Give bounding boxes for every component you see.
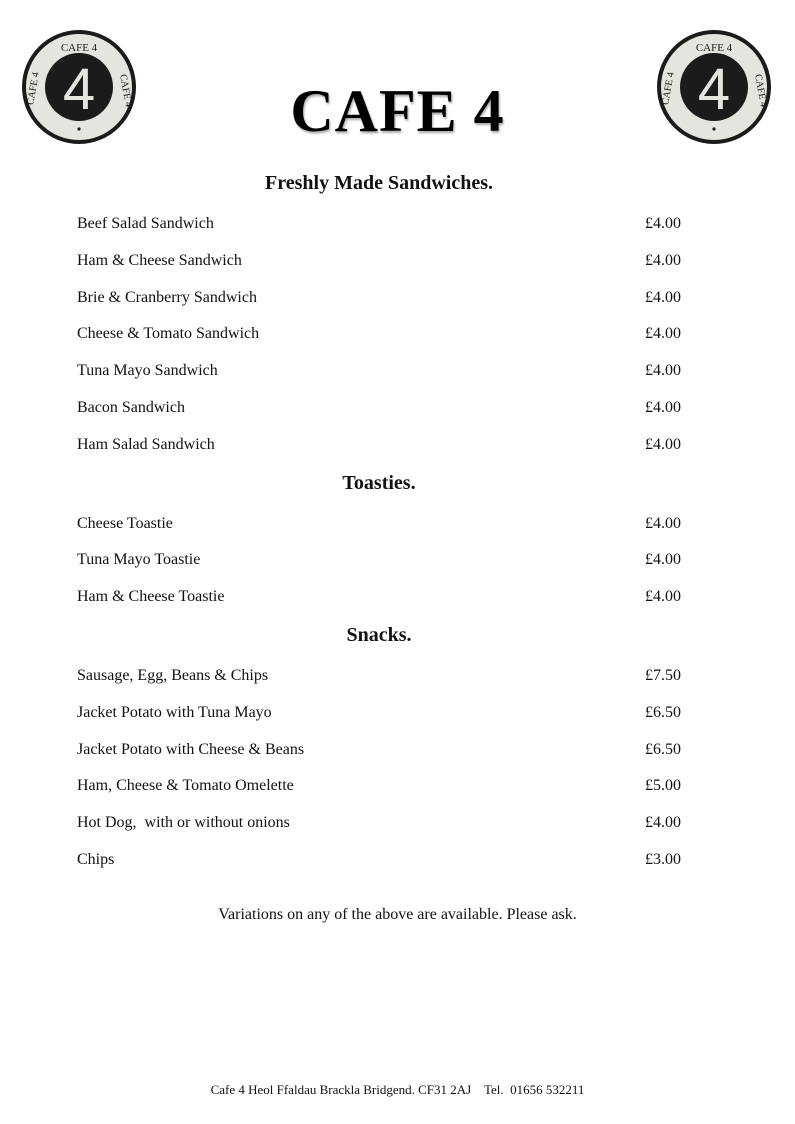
item-name: Jacket Potato with Cheese & Beans — [77, 740, 305, 758]
logo-ring-text-right: CAFE 4 — [752, 73, 769, 108]
logo-number: 4 — [697, 57, 731, 122]
menu-item — [77, 316, 681, 353]
menu-item — [77, 353, 681, 390]
item-price: £4.00 — [645, 814, 681, 832]
item-name: Tuna Mayo Toastie — [77, 551, 201, 569]
item-price: £6.50 — [645, 703, 681, 721]
item-price: £4.00 — [645, 288, 681, 306]
item-price: £4.00 — [645, 325, 681, 343]
menu-item — [77, 280, 681, 317]
item-price: £4.00 — [645, 362, 681, 380]
menu-section-toasties — [77, 467, 681, 616]
item-name: Sausage, Egg, Beans & Chips — [77, 666, 269, 684]
logo-number: 4 — [62, 57, 96, 122]
item-price: £4.00 — [645, 215, 681, 232]
item-name: Ham Salad Sandwich — [77, 435, 215, 453]
item-price: £6.50 — [645, 740, 681, 758]
logo-ring-text-top: CAFE 4 — [695, 42, 733, 54]
menu-item — [77, 695, 681, 732]
item-price: £4.00 — [645, 435, 681, 453]
footer-address: Cafe 4 Heol Ffaldau Brackla Bridgend. CF31 2AJ Tel. 01656 532211 — [210, 1082, 585, 1097]
section-heading: Freshly Made Sandwiches. — [265, 172, 493, 194]
menu-item — [77, 768, 681, 805]
menu-section-snacks — [77, 619, 681, 879]
item-name: Tuna Mayo Sandwich — [77, 362, 218, 380]
item-price: £3.00 — [645, 850, 681, 868]
logo-ring-text-top: CAFE 4 — [60, 42, 98, 54]
item-price: £4.00 — [645, 398, 681, 416]
menu-item — [77, 805, 681, 842]
item-name: Ham & Cheese Sandwich — [77, 251, 242, 269]
item-name: Ham, Cheese & Tomato Omelette — [77, 777, 294, 795]
item-price: £7.50 — [645, 666, 681, 684]
menu-item — [77, 243, 681, 280]
section-heading: Snacks. — [346, 623, 412, 646]
item-price: £4.00 — [645, 514, 681, 532]
menu-item — [77, 542, 681, 579]
item-price: £4.00 — [645, 551, 681, 569]
menu-item — [77, 427, 681, 464]
menu-item — [77, 658, 681, 695]
item-name: Cheese & Tomato Sandwich — [77, 325, 260, 343]
menu-item — [77, 506, 681, 543]
item-price: £5.00 — [645, 777, 681, 795]
menu-item — [77, 579, 681, 616]
item-name: Ham & Cheese Toastie — [77, 588, 225, 606]
item-name: Brie & Cranberry Sandwich — [77, 288, 257, 306]
menu-item — [77, 206, 681, 243]
logo-ring-text-left: CAFE 4 — [660, 71, 677, 106]
variations-note: Variations on any of the above are available. Please ask. — [218, 906, 577, 923]
item-name: Beef Salad Sandwich — [77, 215, 214, 232]
menu-item — [77, 732, 681, 769]
logo-ring-text-left: CAFE 4 — [25, 71, 42, 106]
item-name: Cheese Toastie — [77, 514, 173, 532]
menu-item — [77, 842, 681, 879]
item-price: £4.00 — [645, 251, 681, 269]
menu-section-sandwiches — [77, 167, 681, 464]
item-name: Hot Dog, with or without onions — [77, 814, 290, 832]
item-price: £4.00 — [645, 588, 681, 606]
item-name: Chips — [77, 850, 115, 868]
logo-ring-text-right: CAFE 4 — [117, 73, 134, 108]
menu-item — [77, 390, 681, 427]
page-title: CAFE 4 — [290, 78, 505, 144]
menu-list — [77, 167, 681, 879]
item-name: Bacon Sandwich — [77, 398, 185, 416]
section-heading: Toasties. — [342, 471, 416, 494]
item-name: Jacket Potato with Tuna Mayo — [77, 703, 272, 721]
